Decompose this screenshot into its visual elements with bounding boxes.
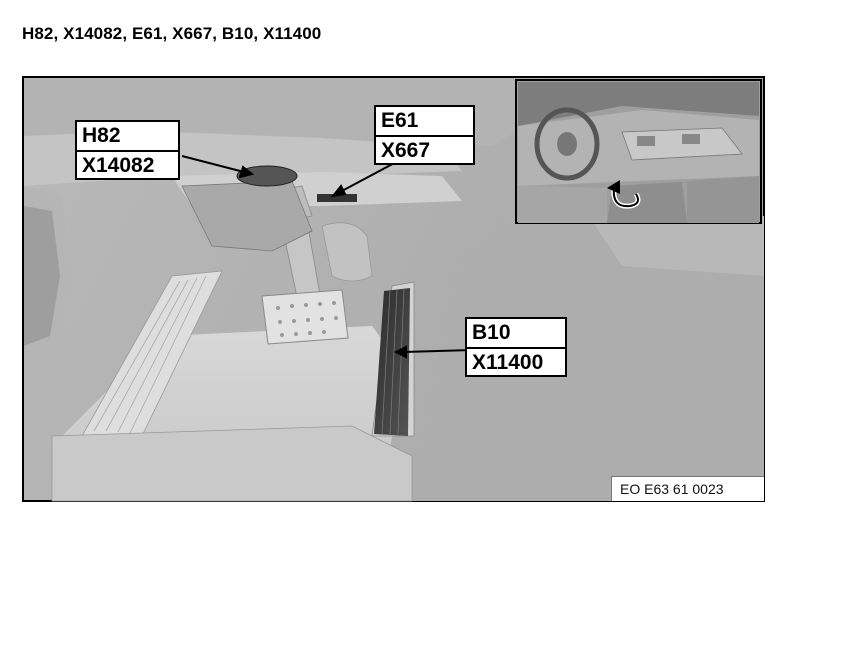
figure-reference-label: EO E63 61 0023 <box>611 476 764 501</box>
callout-b10-x11400 <box>465 317 567 377</box>
inset-overview-picture <box>516 80 761 223</box>
callout-line: X11400 <box>467 347 565 375</box>
callout-e61-x667 <box>374 105 475 165</box>
callout-line: X667 <box>376 135 473 163</box>
footwell-illustration <box>22 76 765 502</box>
callout-h82-x14082 <box>75 120 180 180</box>
callout-line: E61 <box>381 109 419 132</box>
page-title: H82, X14082, E61, X667, B10, X11400 <box>22 24 322 43</box>
callout-line: H82 <box>82 124 121 147</box>
callout-line: B10 <box>472 321 511 344</box>
callout-line: X14082 <box>77 150 178 178</box>
